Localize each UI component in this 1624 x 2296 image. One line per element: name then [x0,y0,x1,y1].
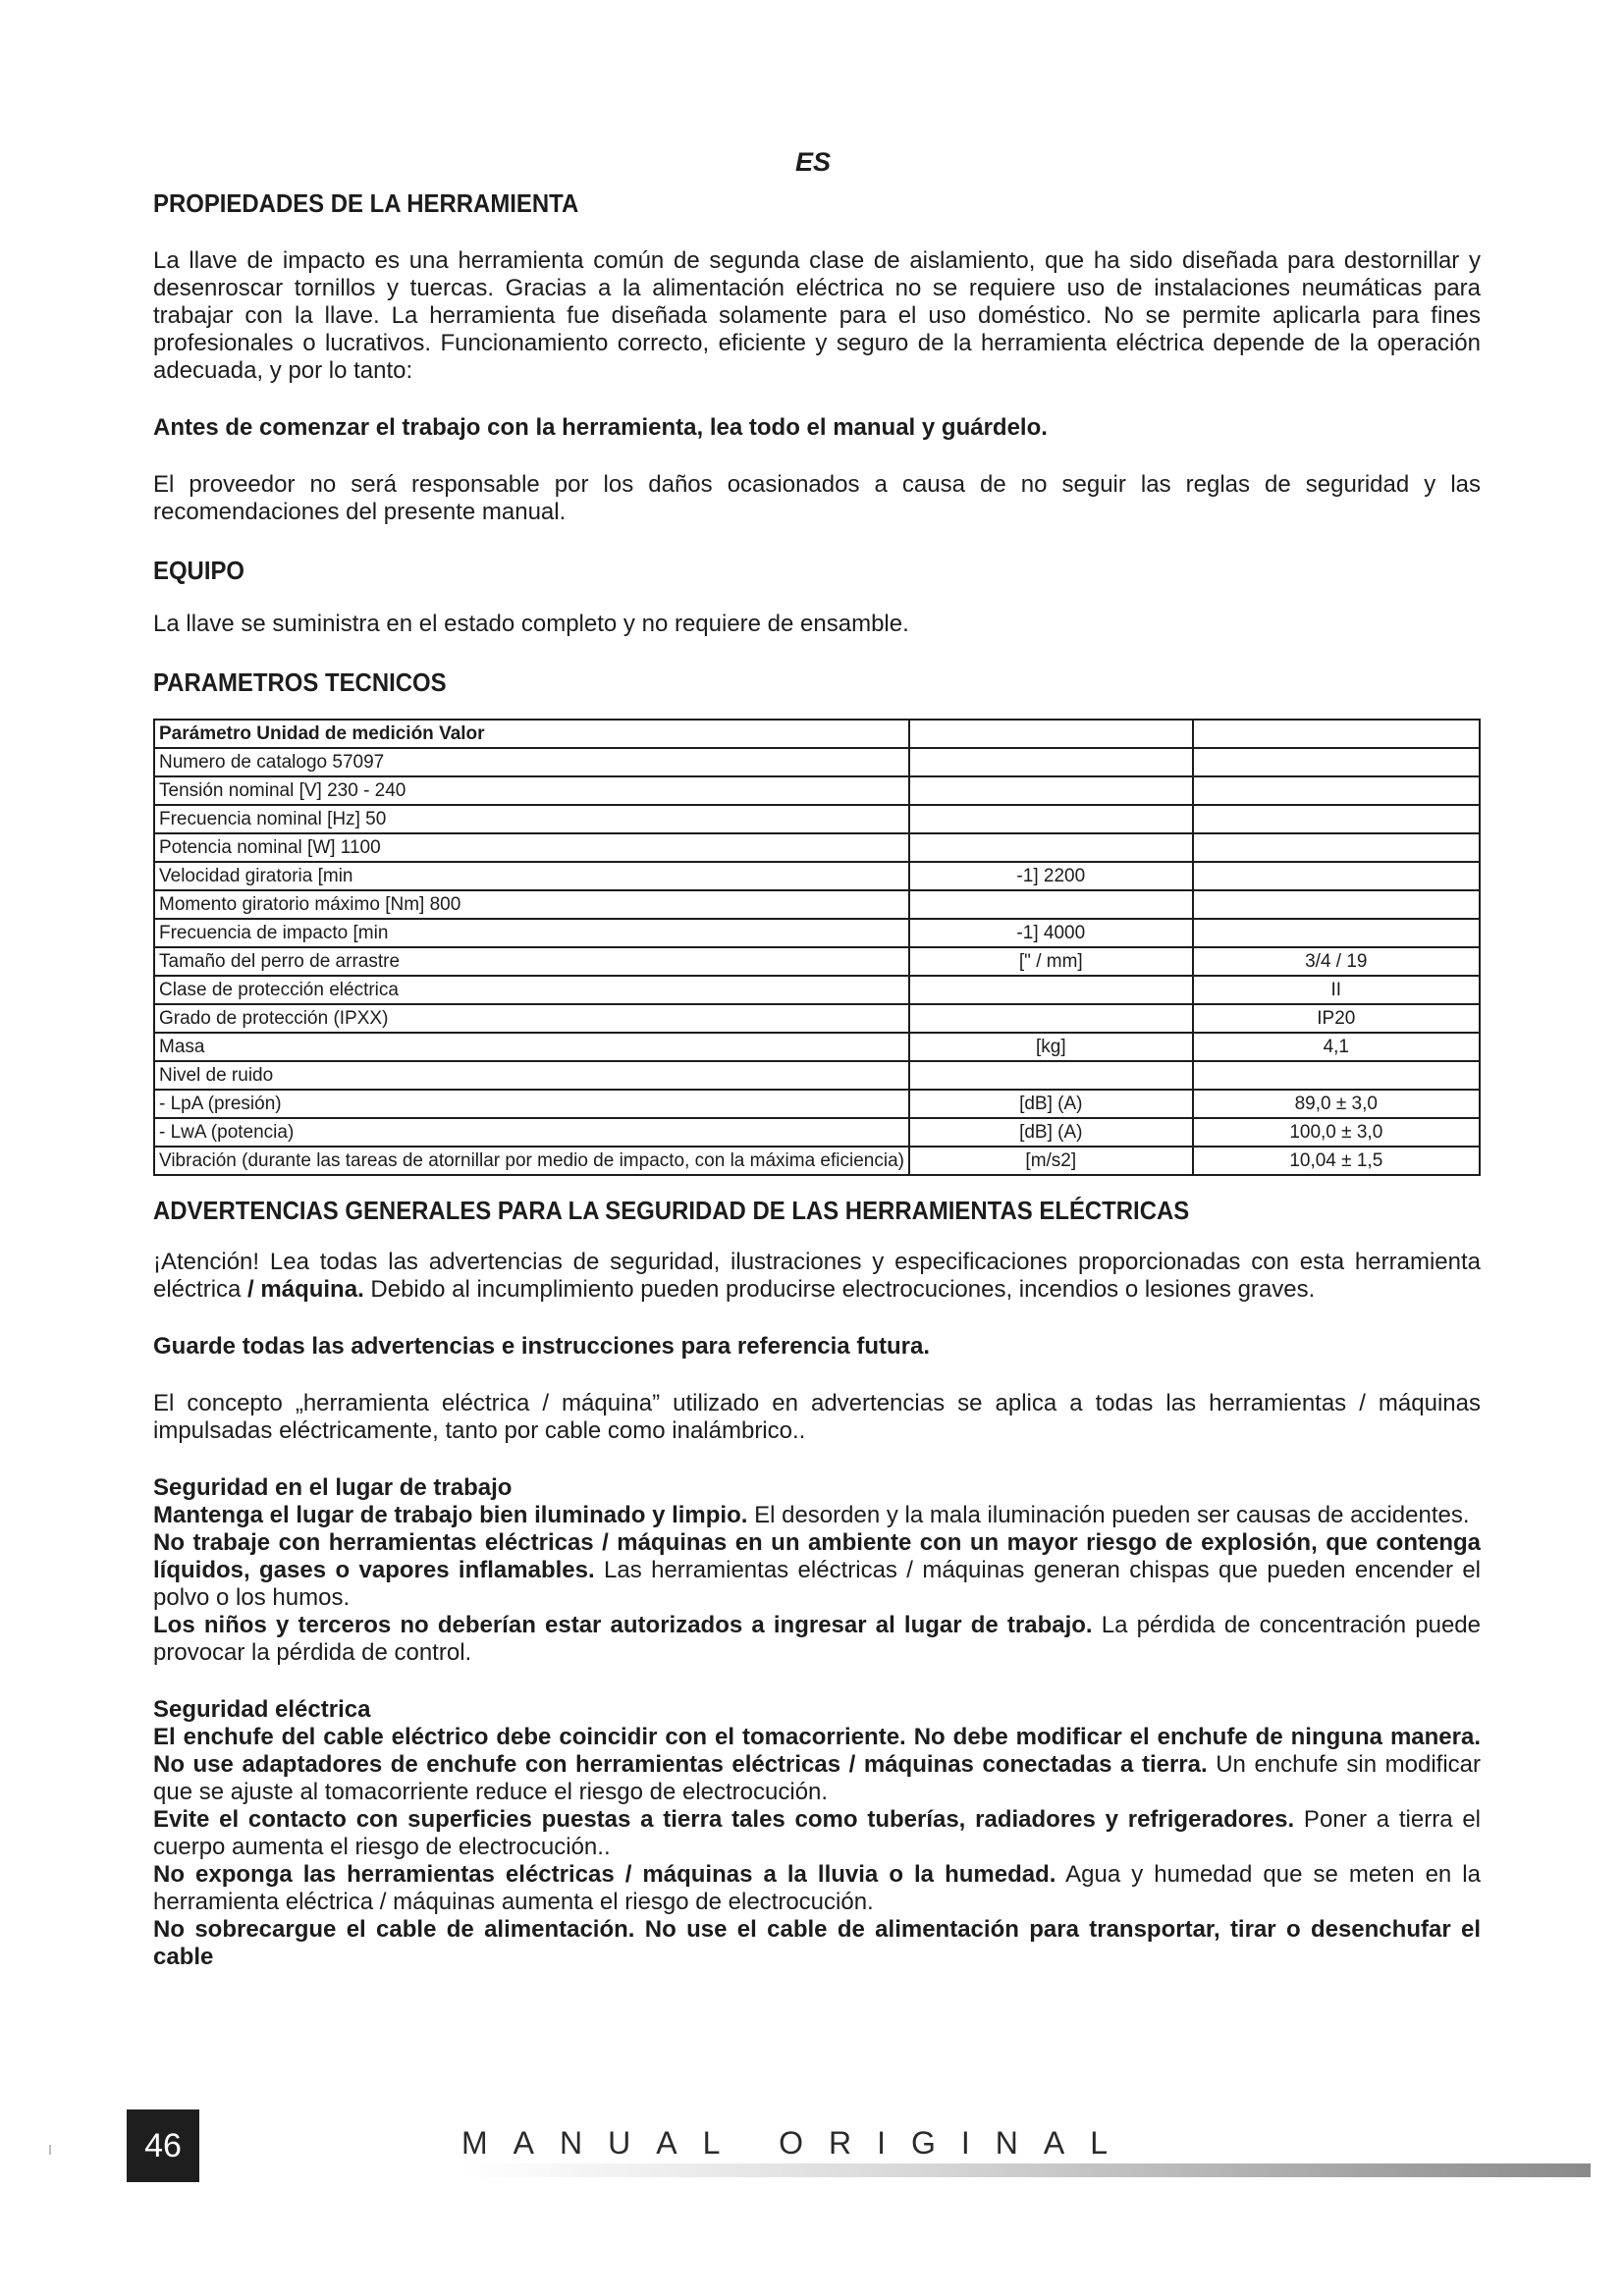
warnings-heading: ADVERTENCIAS GENERALES PARA LA SEGURIDAD DE LAS HERRAMIENTAS ELÉCTRICAS [153,1196,1190,1225]
table-cell: Masa [154,1033,909,1061]
table-row [154,1061,1480,1090]
electrical-item-4-bold: No sobrecargue el cable de alimentación. No use el cable de alimentación para transportar, tirar o desenchufar el cable [153,1916,1481,1970]
footer-gradient-bar [461,2163,1591,2177]
electrical-item-1-text: Un enchufe sin modificar que se ajuste al tomacorriente reduce el riesgo de electrocución. [153,1751,1481,1805]
table-cell: [kg] [909,1033,1193,1061]
table-cell [1193,919,1480,947]
table-cell [909,805,1193,833]
table-cell: 3/4 / 19 [1193,947,1480,976]
tech-params-table [153,719,1481,1176]
props-paragraph: La llave de impacto es una herramienta común de segunda clase de aislamiento, que ha sido diseñada para destornillar y desenroscar tornillos y tuercas. Gracias a la alimentación eléctrica no se requiere uso de instalaciones neumáticas para trabajar con la llave. La herramienta fue diseñada solamente para el uso doméstico. No se permite aplicarla para fines profesionales o lucrativos. Funcionamiento correcto, eficiente y seguro de la herramienta eléctrica depende de la operación adecuada, y por lo tanto: [153,247,1481,384]
warnings-text-b: / máquina. [247,1276,364,1303]
table-cell: - LwA (potencia) [154,1118,909,1147]
table-cell: Tamaño del perro de arrastre [154,947,909,976]
table-cell: Frecuencia nominal [Hz] 50 [154,805,909,833]
table-cell [1193,720,1480,748]
table-cell [909,890,1193,919]
electrical-item-4 [153,1916,1481,1971]
table-row [154,1118,1480,1147]
electrical-item-2-bold: Evite el contacto con superficies puestas a tierra tales como tuberías, radiadores y refrigeradores. [153,1806,1295,1833]
page-content [153,187,1481,1971]
params-heading: PARAMETROS TECNICOS [153,667,447,697]
table-header-row [154,720,1480,748]
table-cell [1193,833,1480,862]
table-row [154,976,1480,1004]
workplace-item-3 [153,1612,1481,1667]
table-row [154,776,1480,805]
workplace-subheading: Seguridad en el lugar de trabajo [153,1474,513,1501]
table-row [154,1004,1480,1033]
warnings-text-c: Debido al incumplimiento pueden producirse electrocuciones, incendios o lesiones graves. [363,1276,1316,1303]
table-cell: IP20 [1193,1004,1480,1033]
table-cell: [dB] (A) [909,1118,1193,1147]
table-cell [909,720,1193,748]
electrical-item-3 [153,1861,1481,1916]
table-cell [909,1061,1193,1090]
table-cell [909,748,1193,776]
table-cell [1193,862,1480,890]
table-cell: -1] 2200 [909,862,1193,890]
workplace-item-3-bold: Los niños y terceros no deberían estar autorizados a ingresar al lugar de trabajo. [153,1612,1093,1638]
table-cell [1193,805,1480,833]
table-cell: 100,0 ± 3,0 [1193,1118,1480,1147]
supplier-paragraph: El proveedor no será responsable por los daños ocasionados a causa de no seguir las reglas de seguridad y las recomendaciones del presente manual. [153,471,1481,525]
table-cell: Parámetro Unidad de medición Valor [154,720,909,748]
table-row [154,833,1480,862]
workplace-item-1-bold: Mantenga el lugar de trabajo bien iluminado y limpio. [153,1502,748,1528]
electrical-item-1-bold: El enchufe del cable eléctrico debe coincidir con el tomacorriente. No debe modificar el enchufe de ninguna manera. No use adaptadores de enchufe con herramientas eléctricas / máquinas conectadas a tierra. [153,1724,1481,1778]
page-number: 46 [127,2109,199,2182]
table-row [154,1090,1480,1118]
table-cell [1193,748,1480,776]
table-cell: Tensión nominal [V] 230 - 240 [154,776,909,805]
props-bold-note: Antes de comenzar el trabajo con la herramienta, lea todo el manual y guárdelo. [153,414,1048,441]
footer-label: MANUAL ORIGINAL [461,2125,1133,2161]
table-row [154,947,1480,976]
table-row [154,805,1480,833]
warnings-paragraph [153,1249,1481,1304]
table-cell [1193,1061,1480,1090]
table-cell: Potencia nominal [W] 1100 [154,833,909,862]
table-row [154,862,1480,890]
table-row [154,919,1480,947]
workplace-item-2-text: Las herramientas eléctricas / máquinas generan chispas que pueden encender el polvo o los humos. [153,1557,1482,1611]
table-cell: [" / mm] [909,947,1193,976]
workplace-item-1 [153,1502,1481,1529]
workplace-item-2 [153,1529,1481,1612]
table-cell: Grado de protección (IPXX) [154,1004,909,1033]
table-cell: Numero de catalogo 57097 [154,748,909,776]
electrical-item-3-text: Agua y humedad que se meten en la herramienta eléctrica / máquinas aumenta el riesgo de electrocución. [153,1861,1481,1915]
electrical-item-2 [153,1806,1481,1861]
table-row [154,1147,1480,1175]
electrical-item-2-text: Poner a tierra el cuerpo aumenta el riesgo de electrocución.. [153,1806,1482,1860]
table-cell [909,976,1193,1004]
table-cell: Nivel de ruido [154,1061,909,1090]
table-cell: [dB] (A) [909,1090,1193,1118]
table-cell [909,776,1193,805]
table-cell: 10,04 ± 1,5 [1193,1147,1480,1175]
table-cell: Frecuencia de impacto [min [154,919,909,947]
equipo-heading: EQUIPO [153,556,245,585]
electrical-item-1 [153,1724,1481,1806]
props-heading: PROPIEDADES DE LA HERRAMIENTA [153,188,579,218]
table-row [154,1033,1480,1061]
table-cell: Clase de protección eléctrica [154,976,909,1004]
table-cell [909,833,1193,862]
warnings-text-a: ¡Atención! Lea todas las advertencias de seguridad, ilustraciones y especificaciones proporcionadas con esta herramienta eléctrica [153,1249,1481,1303]
table-row [154,890,1480,919]
equipo-paragraph: La llave se suministra en el estado completo y no requiere de ensamble. [153,611,909,637]
table-cell [1193,890,1480,919]
language-code: ES [795,147,832,177]
workplace-item-3-text: La pérdida de concentración puede provocar la pérdida de control. [153,1612,1481,1666]
margin-mark [49,2145,51,2155]
keep-instructions-note: Guarde todas las advertencias e instrucciones para referencia futura. [153,1333,930,1360]
table-cell [1193,776,1480,805]
table-cell: Vibración (durante las tareas de atornillar por medio de impacto, con la máxima eficiencia) [154,1147,909,1175]
electrical-item-3-bold: No exponga las herramientas eléctricas / máquinas a la lluvia o la humedad. [153,1861,1056,1888]
table-cell: -1] 4000 [909,919,1193,947]
table-cell: - LpA (presión) [154,1090,909,1118]
table-cell [909,1004,1193,1033]
table-row [154,748,1480,776]
table-cell: II [1193,976,1480,1004]
workplace-item-2-bold: No trabaje con herramientas eléctricas / máquinas en un ambiente con un mayor riesgo de explosión, que contenga líquidos, gases o vapores inflamables. [153,1529,1481,1583]
electrical-subheading: Seguridad eléctrica [153,1696,371,1723]
table-cell: Velocidad giratoria [min [154,862,909,890]
table-cell: Momento giratorio máximo [Nm] 800 [154,890,909,919]
workplace-item-1-text: El desorden y la mala iluminación pueden ser causas de accidentes. [747,1502,1470,1528]
concept-paragraph: El concepto „herramienta eléctrica / máquina” utilizado en advertencias se aplica a todas las herramientas / máquinas impulsadas eléctricamente, tanto por cable como inalámbrico.. [153,1390,1481,1444]
table-cell: 4,1 [1193,1033,1480,1061]
table-cell: 89,0 ± 3,0 [1193,1090,1480,1118]
table-cell: [m/s2] [909,1147,1193,1175]
